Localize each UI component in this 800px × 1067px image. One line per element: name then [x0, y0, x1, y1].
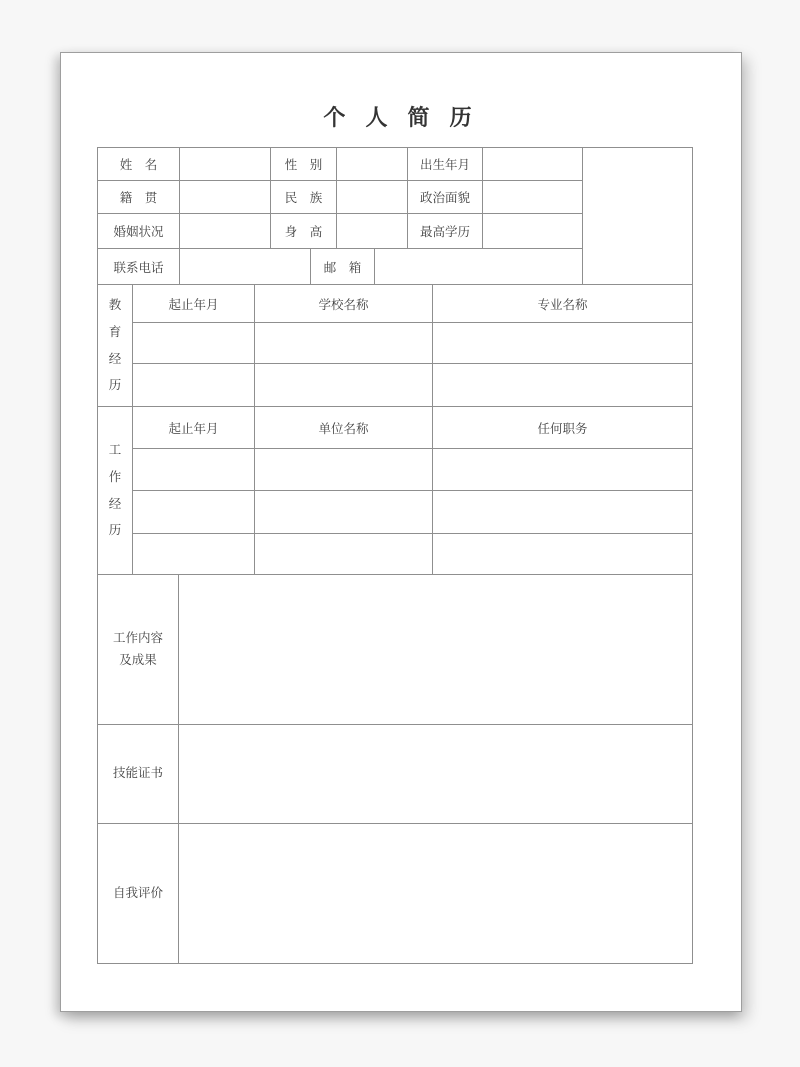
- resume-page: [60, 52, 742, 1012]
- table-row: [98, 148, 582, 181]
- marital-status-field[interactable]: [180, 214, 271, 248]
- work-row: [133, 449, 692, 491]
- table-row: [98, 214, 582, 249]
- native-place-field[interactable]: [180, 181, 271, 213]
- work-period-field[interactable]: [133, 449, 255, 490]
- self-evaluation-section: [98, 824, 692, 963]
- work-period-field[interactable]: [133, 534, 255, 574]
- work-position-field[interactable]: [433, 449, 692, 490]
- native-place-label: 籍 贯: [98, 181, 180, 213]
- height-label: 身 高: [271, 214, 337, 248]
- edu-major-field[interactable]: [433, 364, 692, 406]
- birth-date-label: 出生年月: [408, 148, 483, 180]
- education-section-label: 教育经历: [98, 285, 133, 406]
- skill-certificate-field[interactable]: [179, 725, 692, 823]
- highest-education-field[interactable]: [483, 214, 582, 248]
- work-content-section: [98, 575, 692, 725]
- work-content-label: 工作内容 及成果: [98, 575, 179, 724]
- work-section: [98, 407, 692, 575]
- marital-status-label: 婚姻状况: [98, 214, 180, 248]
- work-content-field[interactable]: [179, 575, 692, 724]
- resume-table: [97, 147, 693, 964]
- work-header-row: [133, 407, 692, 449]
- political-status-field[interactable]: [483, 181, 582, 213]
- basic-info-grid: [98, 148, 583, 284]
- work-company-field[interactable]: [255, 491, 433, 533]
- edu-major-field[interactable]: [433, 323, 692, 363]
- education-row: [133, 323, 692, 364]
- birth-date-field[interactable]: [483, 148, 582, 180]
- email-field[interactable]: [375, 249, 582, 284]
- education-section: [98, 285, 692, 407]
- page-title: 个 人 简 历: [323, 105, 479, 130]
- work-period-header: 起止年月: [133, 407, 255, 448]
- ethnicity-label: 民 族: [271, 181, 337, 213]
- edu-period-header: 起止年月: [133, 285, 255, 322]
- edu-school-header: 学校名称: [255, 285, 433, 322]
- edu-school-field[interactable]: [255, 364, 433, 406]
- political-status-label: 政治面貌: [408, 181, 483, 213]
- work-section-label: 工作经历: [98, 407, 133, 574]
- basic-info-section: [98, 148, 692, 285]
- skill-certificate-label: 技能证书: [98, 725, 179, 823]
- edu-major-header: 专业名称: [537, 297, 588, 312]
- education-table: [133, 285, 692, 406]
- edu-period-field[interactable]: [133, 364, 255, 406]
- gender-field[interactable]: [337, 148, 408, 180]
- work-position-field[interactable]: [433, 534, 692, 574]
- work-row: [133, 491, 692, 534]
- ethnicity-field[interactable]: [337, 181, 408, 213]
- height-field[interactable]: [337, 214, 408, 248]
- work-position-header: 任何职务: [537, 421, 588, 436]
- phone-label: 联系电话: [98, 249, 180, 284]
- skill-certificate-section: [98, 725, 692, 824]
- phone-field[interactable]: [180, 249, 311, 284]
- self-evaluation-label: 自我评价: [98, 824, 179, 963]
- table-row: [98, 181, 582, 214]
- work-company-field[interactable]: [255, 449, 433, 490]
- work-company-field[interactable]: [255, 534, 433, 574]
- work-company-header: 单位名称: [255, 407, 433, 448]
- work-position-field[interactable]: [433, 491, 692, 533]
- self-evaluation-field[interactable]: [179, 824, 692, 963]
- edu-period-field[interactable]: [133, 323, 255, 363]
- gender-label: 性 别: [271, 148, 337, 180]
- photo-area[interactable]: [583, 148, 692, 284]
- work-row: [133, 534, 692, 574]
- highest-education-label: 最高学历: [408, 214, 483, 248]
- work-table: [133, 407, 692, 574]
- name-label: 姓 名: [98, 148, 180, 180]
- work-period-field[interactable]: [133, 491, 255, 533]
- edu-school-field[interactable]: [255, 323, 433, 363]
- education-header-row: [133, 285, 692, 323]
- email-label: 邮 箱: [311, 249, 375, 284]
- table-row: [98, 249, 582, 284]
- education-row: [133, 364, 692, 406]
- name-field[interactable]: [180, 148, 271, 180]
